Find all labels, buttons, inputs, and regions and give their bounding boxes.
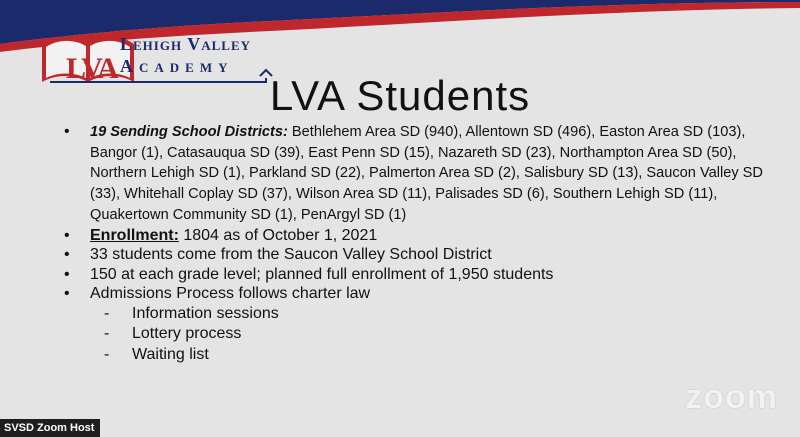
sub-item-information-sessions: - Information sessions: [90, 304, 784, 325]
saucon-text: 33 students come from the Saucon Valley School District: [90, 246, 492, 264]
bullet-icon: •: [64, 246, 70, 264]
logo-name-line1: Lehigh Valley: [120, 34, 252, 54]
participant-name-label: SVSD Zoom Host: [0, 419, 100, 437]
bullet-admissions: [64, 284, 784, 365]
bullet-districts: [64, 122, 784, 226]
bullet-grade: [64, 265, 784, 285]
bullet-icon: •: [64, 226, 70, 244]
admissions-text: Admissions Process follows charter law: [90, 285, 371, 303]
logo-mark: LVA: [66, 52, 117, 85]
dash-icon: -: [104, 345, 110, 363]
grade-text: 150 at each grade level; planned full enrollment of 1,950 students: [90, 265, 554, 283]
districts-text: Bethlehem Area SD (940), Allentown SD (496), Easton Area SD (103), Bangor (1), Catasauqua SD (39), East Penn SD (15), Nazareth SD (23), Northampton Area SD (50), Northern Lehigh SD (1), Parkland SD (22), Palmerton Area SD (2), Salisbury SD (13), Saucon Valley SD (33), Whitehall Coplay SD (37), Wilson Area SD (11), Palisades SD (6), Southern Lehigh SD (11), Quakertown Community SD (1), PenArgyl SD (1): [90, 124, 763, 223]
logo-name-line2: Academy: [120, 56, 234, 76]
bullet-enrollment: [64, 226, 784, 246]
zoom-logo: zoom: [685, 378, 778, 416]
dash-icon: -: [104, 325, 110, 343]
bullet-list: [64, 122, 784, 365]
sub-item-lottery-process: - Lottery process: [90, 324, 784, 345]
bullet-icon: •: [64, 123, 70, 140]
enrollment-text: 1804 as of October 1, 2021: [178, 226, 378, 244]
admissions-sublist: [90, 304, 784, 366]
dash-icon: -: [104, 304, 110, 322]
bullet-icon: •: [64, 285, 70, 303]
sub-item-waiting-list: - Waiting list: [90, 345, 784, 366]
bullet-icon: •: [64, 265, 70, 283]
bullet-saucon: [64, 245, 784, 265]
enrollment-lead: Enrollment:: [90, 226, 179, 244]
slide-title: LVA Students: [269, 72, 531, 119]
districts-lead: 19 Sending School Districts:: [90, 124, 288, 140]
